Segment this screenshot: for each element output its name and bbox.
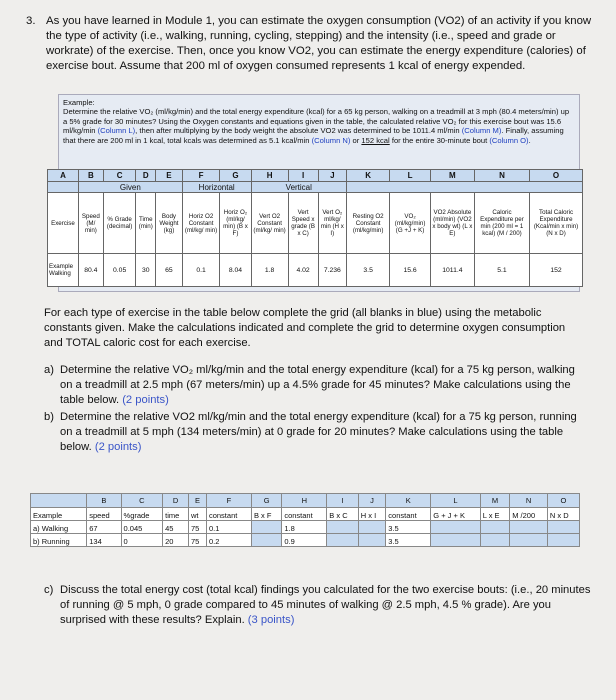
header-cell: Vert O2 Constant (ml/kg/ min): [251, 193, 288, 254]
worksheet-letters-row: [31, 494, 580, 508]
table-cell: 5.1: [474, 254, 529, 287]
header-cell: Total Caloric Expenditure (Kcal/min x min) (N x D): [530, 193, 583, 254]
table-cell: 67: [87, 521, 121, 534]
answer-cell[interactable]: [547, 521, 579, 534]
table-cell: 15.6: [390, 254, 431, 287]
column-o-ref: (Column O): [489, 135, 529, 145]
example-table: [47, 169, 583, 287]
col-letter: G: [251, 494, 281, 508]
header-cell: VO2 Absolute (ml/min) (VO2 x body wt) (L x E): [430, 193, 474, 254]
col-letter: K: [347, 170, 390, 182]
col-letter: D: [136, 170, 156, 182]
col-letter: F: [182, 170, 220, 182]
table-cell: Example Walking: [48, 254, 79, 287]
table-cell: 152: [530, 254, 583, 287]
header-cell: G + J + K: [431, 508, 480, 521]
col-letter: I: [327, 494, 358, 508]
table-cell: 0.05: [103, 254, 136, 287]
example-description: [63, 98, 575, 145]
table-cell: 80.4: [78, 254, 103, 287]
header-cell: Caloric Expenditure per min (200 ml = 1 kcal) (M / 200): [474, 193, 529, 254]
col-letter: H: [282, 494, 327, 508]
answer-cell[interactable]: [431, 534, 480, 547]
header-cell: L x E: [480, 508, 509, 521]
col-letter: K: [386, 494, 431, 508]
header-cell: Time (min): [136, 193, 156, 254]
example-text-2: , then after multiplying by the body weight the absolute VO2 was determined to be 1011.4 ml/min: [135, 126, 462, 136]
group-blank: [48, 182, 79, 193]
header-cell: B x F: [251, 508, 281, 521]
worksheet-header-row: [31, 508, 580, 521]
header-cell: N x D: [547, 508, 579, 521]
table-cell: 30: [136, 254, 156, 287]
col-letter: O: [547, 494, 579, 508]
sub-questions: [44, 363, 589, 457]
header-cell: Speed (M/ min): [78, 193, 103, 254]
example-text-1: Determine the relative VO₂ (ml/kg/min) and the total energy expenditure (kcal) for a 65 kg person, walking on a treadmill at 3 mph (80.4 meters/min) up a 5% grade for 30 minutes? Using the Oxygen constants and equations given in the table, the calculated relative VO₂ for this exercise bout was 15.6 ml/kg/min: [63, 107, 570, 136]
part-a-text: Determine the relative VO₂ ml/kg/min and the total energy expenditure (kcal) for a 75 kg person, walking on a treadmill at 2.5 mph (67 meters/min) up a 4.5% grade for 45 minutes? Make calculations using the table below.: [60, 364, 575, 406]
table-cell: b) Running: [31, 534, 87, 547]
example-text-end: .: [528, 135, 531, 145]
col-letter: O: [530, 170, 583, 182]
col-letter: N: [474, 170, 529, 182]
part-a-letter: a): [44, 364, 54, 376]
table-cell: 3.5: [386, 534, 431, 547]
part-c-text: Discuss the total energy cost (total kcal) findings you calculated for the two exercise bouts: (i.e., 20 minutes of running @ 5 mph, 0 grade compared to 45 minutes of walking @ 2.5 mph, 4.5 % grade). Are you surprised with these results? Explain.: [60, 584, 591, 626]
part-b: [44, 410, 589, 455]
header-row: [48, 193, 583, 254]
header-cell: Example: [31, 508, 87, 521]
table-cell: 0.1: [182, 254, 220, 287]
table-cell: 8.04: [220, 254, 251, 287]
answer-cell[interactable]: [358, 521, 386, 534]
header-cell: constant: [386, 508, 431, 521]
answer-cell[interactable]: [510, 521, 548, 534]
table-cell: 75: [188, 534, 206, 547]
answer-cell[interactable]: [480, 521, 509, 534]
answer-cell[interactable]: [480, 534, 509, 547]
col-letter: C: [121, 494, 163, 508]
group-row: [48, 182, 583, 193]
col-letter: C: [103, 170, 136, 182]
example-box: [49, 94, 580, 292]
header-cell: Horiz O₂ (ml/kg/ min) (B x F): [220, 193, 251, 254]
part-c-letter: c): [44, 584, 54, 596]
col-letter: J: [318, 170, 346, 182]
table-cell: 0.045: [121, 521, 163, 534]
header-cell: wt: [188, 508, 206, 521]
table-cell: 1011.4: [430, 254, 474, 287]
running-row: [31, 534, 580, 547]
header-cell: B x C: [327, 508, 358, 521]
table-cell: 0: [121, 534, 163, 547]
header-cell: % Grade (decimal): [103, 193, 136, 254]
answer-cell[interactable]: [327, 521, 358, 534]
col-letter: E: [188, 494, 206, 508]
table-cell: 3.5: [386, 521, 431, 534]
table-cell: 7.236: [318, 254, 346, 287]
group-horizontal: Horizontal: [182, 182, 251, 193]
example-walking-row: [48, 254, 583, 287]
header-cell: Resting O2 Constant (ml/kg/min): [347, 193, 390, 254]
col-letter: F: [206, 494, 251, 508]
table-cell: 45: [163, 521, 189, 534]
part-b-letter: b): [44, 411, 54, 423]
table-cell: 134: [87, 534, 121, 547]
answer-cell[interactable]: [510, 534, 548, 547]
col-letter: D: [163, 494, 189, 508]
group-given: Given: [78, 182, 182, 193]
answer-cell[interactable]: [251, 521, 281, 534]
col-letter: B: [87, 494, 121, 508]
col-letter: N: [510, 494, 548, 508]
question-text: As you have learned in Module 1, you can estimate the oxygen consumption (VO2) of an activity if you know the type of activity (i.e., walking, running, cycling, stepping) and the intensity (i.e., speed and grade or workrate) of the exercise. Then, once you know VO2, you can estimate the energy expenditure (calories) of exercise bout. Assume that 200 ml of oxygen consumed represents 1 kcal of energy expended.: [46, 15, 592, 72]
table-cell: 1.8: [282, 521, 327, 534]
table-cell: 0.2: [206, 534, 251, 547]
answer-cell[interactable]: [358, 534, 386, 547]
table-cell: 20: [163, 534, 189, 547]
part-b-points: (2 points): [94, 441, 142, 453]
group-blank: [347, 182, 583, 193]
header-cell: M /200: [510, 508, 548, 521]
header-cell: Horiz O2 Constant (ml/kg/ min): [182, 193, 220, 254]
header-cell: Exercise: [48, 193, 79, 254]
header-cell: Body Weight (kg): [156, 193, 183, 254]
header-cell: %grade: [121, 508, 163, 521]
example-heading: Example:: [63, 98, 95, 107]
table-cell: 4.02: [288, 254, 318, 287]
table-cell: 75: [188, 521, 206, 534]
column-m-ref: (Column M): [461, 126, 502, 136]
part-c-points: (3 points): [247, 614, 295, 626]
table-cell: 65: [156, 254, 183, 287]
header-cell: constant: [282, 508, 327, 521]
instructions: For each type of exercise in the table below complete the grid (all blanks in blue) using the metabolic constants given. Make the calculations indicated and complete the grid to determine oxygen consumption and TOTAL caloric cost for each exercise.: [44, 307, 566, 349]
kcal-total-ref: 152 kcal: [361, 135, 390, 145]
col-letter: J: [358, 494, 386, 508]
header-cell: constant: [206, 508, 251, 521]
col-letter: M: [480, 494, 509, 508]
example-text-3: . Finally, assuming that there are 200 ml in 1 kcal, total kcals was determined as 5.1 kcal/min: [63, 126, 564, 145]
col-letter: G: [220, 170, 251, 182]
example-text-5: for the entire 30-minute bout: [389, 135, 490, 145]
col-letter: M: [430, 170, 474, 182]
answer-cell[interactable]: [547, 534, 579, 547]
table-cell: a) Walking: [31, 521, 87, 534]
col-letter: H: [251, 170, 288, 182]
col-letter: E: [156, 170, 183, 182]
header-cell: Vert O₂ ml/kg/ min (H x I): [318, 193, 346, 254]
header-cell: speed: [87, 508, 121, 521]
question-number: 3.: [26, 15, 36, 27]
column-n-ref: (Column N): [311, 135, 351, 145]
walking-row: [31, 521, 580, 534]
header-cell: H x I: [358, 508, 386, 521]
table-cell: 3.5: [347, 254, 390, 287]
part-b-text: Determine the relative VO2 ml/kg/min and the total energy expenditure (kcal) for a 75 kg person, running on a treadmill at 5 mph (134 meters/min) at 0 grade for 20 minutes? Make calculations using the table below.: [60, 411, 577, 453]
col-letter: L: [431, 494, 480, 508]
part-a: [44, 363, 589, 408]
table-cell: 1.8: [251, 254, 288, 287]
worksheet-table: [30, 493, 580, 547]
header-cell: time: [163, 508, 189, 521]
part-c: [44, 583, 592, 628]
table-cell: 0.9: [282, 534, 327, 547]
answer-cell[interactable]: [327, 534, 358, 547]
part-a-points: (2 points): [122, 394, 169, 406]
part-c-body: [60, 583, 592, 628]
col-letter: L: [390, 170, 431, 182]
col-letter: [31, 494, 87, 508]
answer-cell[interactable]: [251, 534, 281, 547]
column-l-ref: (Column L): [97, 126, 136, 136]
group-vertical: Vertical: [251, 182, 346, 193]
column-letters-row: [48, 170, 583, 182]
col-letter: I: [288, 170, 318, 182]
answer-cell[interactable]: [431, 521, 480, 534]
example-text-4: or: [350, 135, 362, 145]
col-letter: B: [78, 170, 103, 182]
header-cell: Vert Speed x grade (B x C): [288, 193, 318, 254]
question-3: [26, 14, 592, 74]
col-letter: A: [48, 170, 79, 182]
table-cell: 0.1: [206, 521, 251, 534]
header-cell: VO₂ (ml/kg/min) (G +J + K): [390, 193, 431, 254]
